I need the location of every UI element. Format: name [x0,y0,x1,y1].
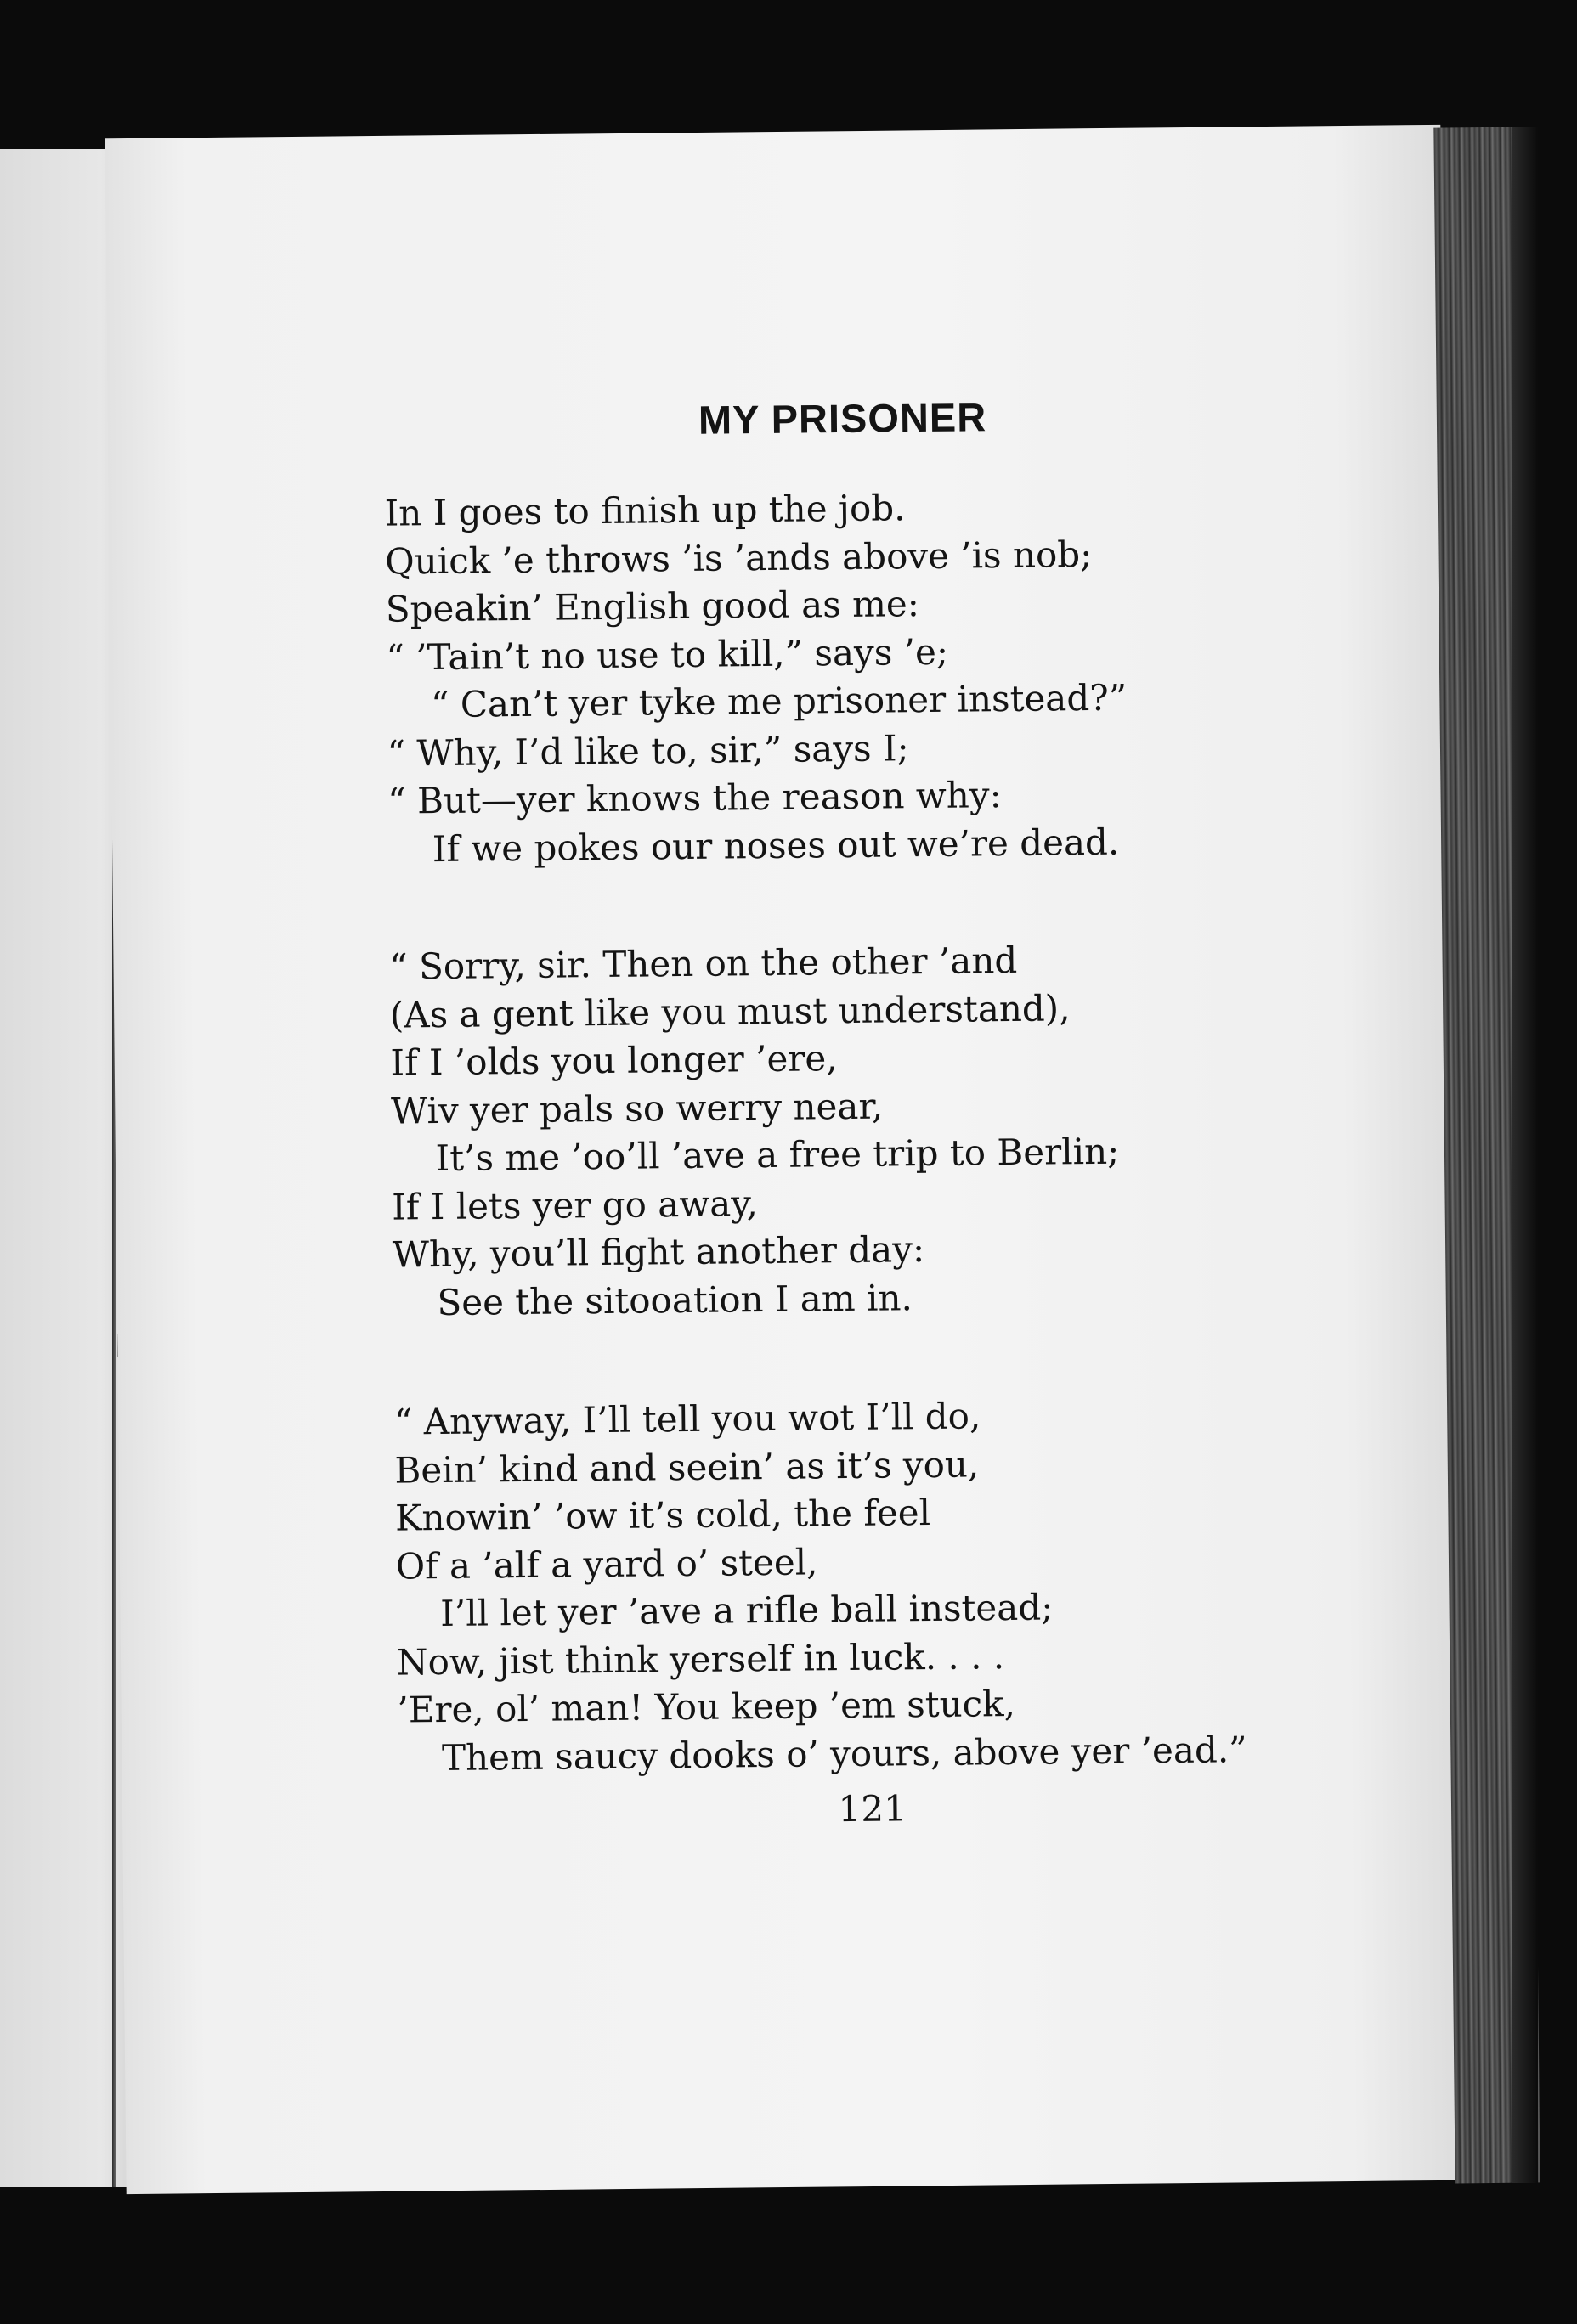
poem-line: If I lets yer go away, [391,1182,759,1228]
poem-line: Wiv yer pals so werry near, [390,1085,884,1132]
poem-line: Them saucy dooks o’ yours, above yer ’ead.” [441,1728,1247,1779]
poem-line: “ ’Tain’t no use to kill,” says ’e; [386,630,949,679]
poem-line: “ Can’t yer tyke me prisoner instead?” [430,676,1128,726]
poem-line: Bein’ kind and seein’ as it’s you, [394,1442,980,1492]
poem-line: Quick ’e throws ’is ’ands above ’is nob; [385,533,1093,583]
poem-line: Now, jist think yerself in luck. . . . [396,1634,1005,1684]
stanza [389,934,1345,1328]
poem-line: I’ll let yer ’ave a rifle ball instead; [440,1586,1054,1635]
poem-line: “ Anyway, I’ll tell you wot I’ll do, [393,1395,981,1443]
page-number: 121 [838,1787,907,1830]
poem-line: In I goes to finish up the job. [384,487,906,534]
stanza [394,1389,1350,1783]
poem-line: Why, you’ll fight another day: [392,1228,925,1276]
poem-line: “ Sorry, sir. Then on the other ’and [389,939,1018,988]
poem-line: “ But—yer knows the reason why: [387,774,1002,822]
poem-line: Of a ’alf a yard o’ steel, [395,1540,818,1588]
poem-line: Speakin’ English good as me: [385,583,920,630]
poem-line: ’Ere, ol’ man! You keep ’em stuck, [397,1682,1016,1731]
poem-line: See the sitooation I am in. [437,1276,913,1323]
poem-line: If I ’olds you longer ’ere, [390,1037,838,1084]
poem-line: (As a gent like you must understand), [389,986,1071,1036]
stanza [384,480,1340,874]
poem-title: MY PRISONER [698,394,987,443]
poem-line: Knowin’ ’ow it’s cold, the feel [394,1491,931,1539]
poem-line: It’s me ’oo’ll ’ave a free trip to Berlin; [435,1130,1120,1180]
poem-line: “ Why, I’d like to, sir,” says I; [387,726,909,775]
poem-line: If we pokes our noses out we’re dead. [432,821,1120,870]
